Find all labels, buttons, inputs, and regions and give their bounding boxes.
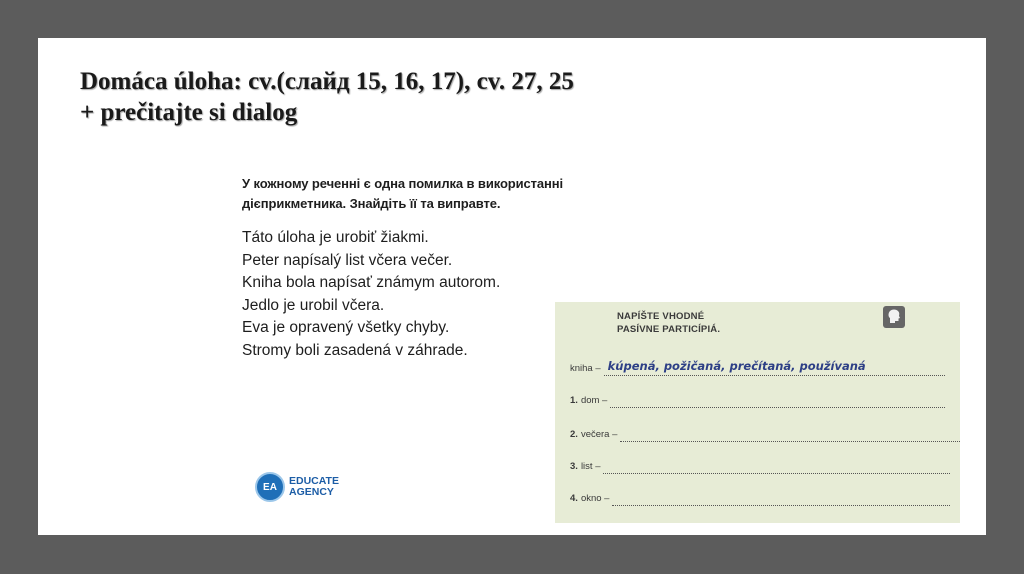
exercise-title — [617, 310, 720, 336]
exercise-item-row — [570, 394, 945, 408]
logo-line-1: EDUCATE — [289, 475, 339, 487]
title-rest: cv.(слайд 15, 16, 17), cv. 27, 25 — [241, 68, 574, 95]
example-answer: kúpená, požičaná, prečítaná, používaná — [607, 359, 866, 373]
sentence-item: Jedlo je urobil včera. — [242, 296, 385, 314]
exercise-item-row — [570, 460, 950, 474]
answer-line — [612, 495, 950, 506]
task-heading-line-2: дієприкметника. Знайдіть її та виправте. — [242, 196, 501, 211]
sentence-item: Táto úloha je urobiť žiakmi. — [242, 229, 429, 246]
slide — [38, 38, 986, 535]
logo-line-2: AGENCY — [289, 486, 334, 498]
answer-line — [603, 463, 950, 474]
exercise-title-line-1: NAPÍŠTE VHODNÉ — [617, 311, 705, 322]
item-number: 1. — [570, 395, 578, 406]
exercise-item-row — [570, 492, 950, 506]
sentence-item: Stromy boli zasadená v záhrade. — [242, 341, 468, 359]
sentence-item: Eva je opravený všetky chyby. — [242, 319, 450, 336]
title-line-1 — [80, 66, 574, 97]
item-label: večera – — [580, 429, 618, 440]
sentence-item: Kniha bola napísať známym autorom. — [242, 274, 501, 291]
educate-agency-logo — [255, 472, 339, 502]
task-heading-line-1: У кожному реченні є одна помилка в використанні — [242, 176, 564, 191]
exercise-item-row — [570, 428, 960, 442]
exercise-title-line-2: PASÍVNE PARTICÍPIÁ. — [617, 324, 721, 335]
item-label: okno – — [580, 493, 610, 504]
title-bold: Domáca úloha: — [80, 68, 242, 95]
answer-line — [620, 431, 960, 442]
item-label: dom – — [580, 395, 608, 406]
title-line-2: + prečitajte si dialog — [80, 99, 298, 126]
exercise-image — [555, 302, 960, 523]
answer-line — [604, 359, 945, 376]
item-number: 2. — [570, 429, 578, 440]
answer-line — [610, 397, 945, 408]
example-label: kniha – — [570, 363, 601, 374]
item-number: 3. — [570, 461, 578, 472]
exercise-example-row — [570, 359, 945, 376]
item-number: 4. — [570, 493, 578, 504]
task-heading — [242, 174, 612, 214]
sentence-item: Peter napísalý list včera večer. — [242, 251, 453, 269]
logo-text — [289, 476, 339, 498]
slide-title — [80, 66, 574, 128]
head-profile-icon — [883, 306, 905, 328]
logo-badge-icon: EA — [255, 472, 285, 502]
item-label: list – — [580, 461, 601, 472]
